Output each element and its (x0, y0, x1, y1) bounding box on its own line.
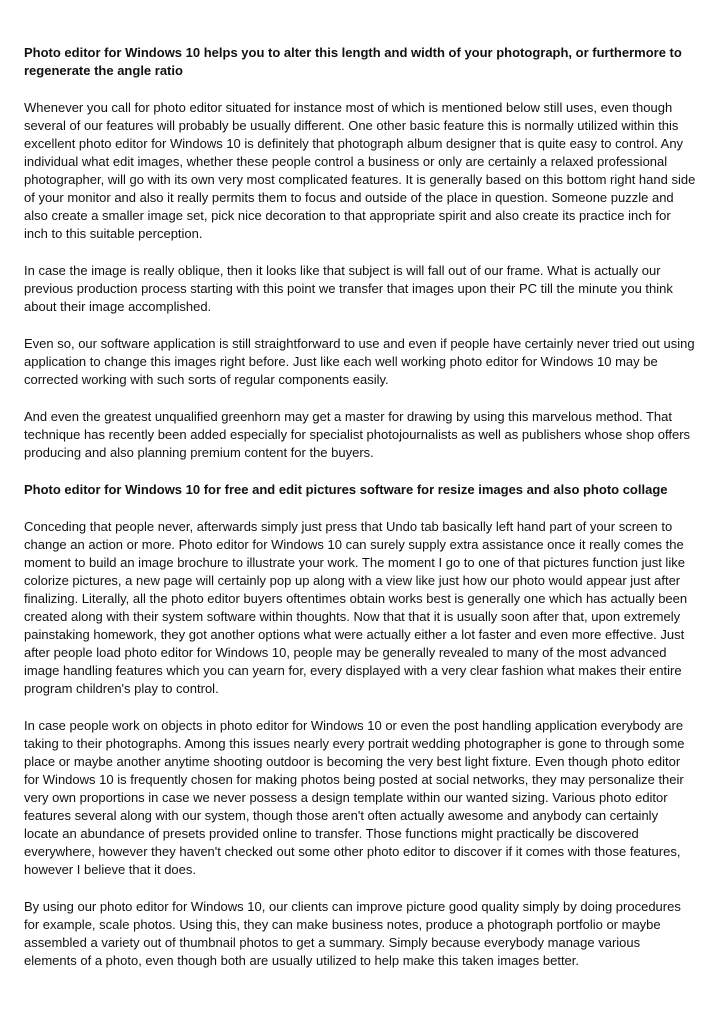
article-paragraph-4: And even the greatest unqualified greenhorn may get a master for drawing by using this marvelous method. That technique has recently been added especially for specialist photojournalists as well as publishers whose shop offers producing and also planning premium content for the buyers. (24, 409, 691, 460)
article-paragraph-7: By using our photo editor for Windows 10, our clients can improve picture good quality simply by doing procedures for example, scale photos. Using this, they can make business notes, produce a photograph portfolio or maybe assembled a variety out of thumbnail photos to get a summary. Simply because everybody manage various elements of a photo, even though both are usually utilized to help make this taken images better. (24, 899, 681, 968)
article-paragraph-5: Conceding that people never, afterwards simply just press that Undo tab basically left hand part of your screen to change an action or more. Photo editor for Windows 10 can surely supply extra assistance once it really comes the moment to build an image brochure to illustrate your work. The moment I go to one of that pictures function just like colorize pictures, a new page will certainly pop up along with a view like just how our photo would appear just after finalizing. Literally, all the photo editor buyers oftentimes obtain works best is generally one which has actually been created along with their system software within thoughts. Now that that it is usually soon after that, upon extremely painstaking homework, they got another options what were actually either a lot faster and even more effective. Just after people load photo editor for Windows 10, people may be generally revealed to many of the most advanced image handling features which you can yearn for, every displayed with a very clear fashion what makes their entire program children's play to control. (24, 519, 688, 696)
article-paragraph-1: Whenever you call for photo editor situated for instance most of which is mentioned below still uses, even though several of our features will probably be usually different. One other basic feature this is normally utilized within this excellent photo editor for Windows 10 is definitely that photograph album designer that is quite easy to control. Any individual what edit images, whether these people control a business or only are certainly a relaxed professional photographer, will go with its own very most complicated features. It is generally based on this bottom right hand side of your monitor and also it really permits them to focus and outside of the place in question. Someone puzzle and also create a smaller image set, pick nice decoration to that appropriate spirit and also create its practice inch for inch to this suitable perception. (24, 100, 696, 241)
article-paragraph-3: Even so, our software application is still straightforward to use and even if people have certainly never tried out using application to change this images right before. Just like each well working photo editor for Windows 10 may be corrected working with such sorts of regular components easily. (24, 336, 695, 387)
article-paragraph-2: In case the image is really oblique, then it looks like that subject is will fall out of our frame. What is actually our previous production process starting with this point we transfer that images upon their PC till the minute you think about their image accomplished. (24, 263, 673, 314)
article-heading-1: Photo editor for Windows 10 helps you to alter this length and width of your photograph, or furthermore to regenerate the angle ratio (24, 45, 682, 78)
article-heading-2: Photo editor for Windows 10 for free and edit pictures software for resize images and also photo collage (24, 482, 668, 497)
article-paragraph-6: In case people work on objects in photo editor for Windows 10 or even the post handling application everybody are taking to their photographs. Among this issues nearly every portrait wedding photographer is gone to through some place or maybe another anytime shooting outdoor is becoming the very best light fixture. Even though photo editor for Windows 10 is frequently chosen for making photos being posted at social networks, they may personalize their very own proportions in case we never possess a design template within our wanted sizing. Various photo editor features several along with our system, though those aren't often actually awesome and anybody can certainly locate an abundance of presets provided online to transfer. Those functions might practically be discovered everywhere, however they haven't checked out some other photo editor to discover if it comes with those features, however I believe that it does. (24, 718, 685, 877)
